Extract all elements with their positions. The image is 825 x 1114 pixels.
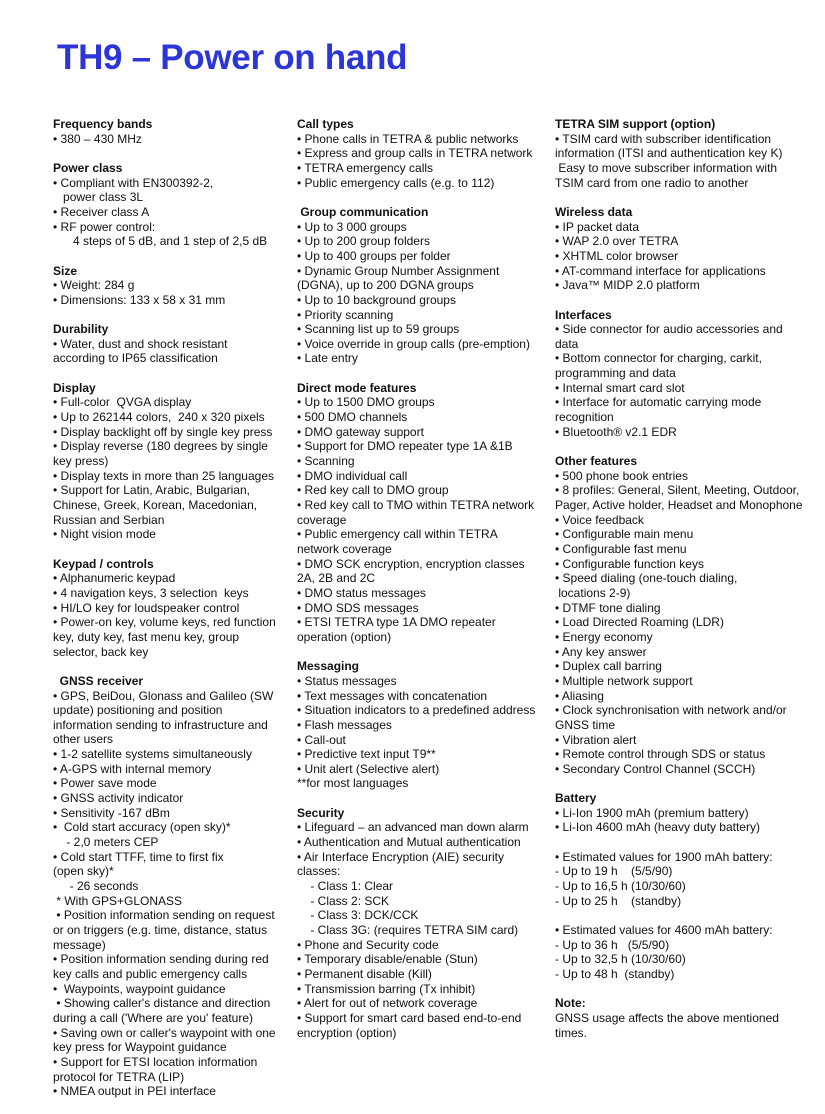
spec-line: • Red key call to DMO group [297, 483, 449, 498]
section-heading: GNSS receiver [53, 673, 144, 688]
spec-line: • 8 profiles: General, Silent, Meeting, Outdoor, [555, 483, 800, 498]
section-heading: Messaging [297, 659, 360, 674]
section-heading: Call types [297, 117, 354, 131]
spec-line: • Configurable fast menu [555, 541, 687, 556]
spec-line: • Position information sending during red [53, 952, 269, 967]
spec-line: • Multiple network support [555, 673, 693, 688]
spec-section [555, 454, 817, 776]
spec-line: • Receiver class A [53, 204, 150, 219]
spec-line: • Side connector for audio accessories and [555, 322, 783, 337]
spec-line: • Permanent disable (Kill) [297, 967, 432, 981]
spec-line: • NMEA output in PEI interface [53, 1084, 216, 1099]
spec-line: • ETSI TETRA type 1A DMO repeater [297, 615, 496, 630]
spec-line: Pager, Active holder, Headset and Monophone [555, 498, 803, 513]
spec-line: - Up to 32,5 h (10/30/60) [555, 952, 686, 967]
spec-line: • Vibration alert [555, 732, 637, 747]
spec-line: • Energy economy [555, 629, 653, 644]
spec-line: • Scanning list up to 59 groups [297, 322, 460, 337]
section-heading: Size [53, 263, 78, 278]
spec-line: • Aliasing [555, 688, 604, 703]
section-heading: Other features [555, 454, 638, 469]
spec-line: key calls and public emergency calls [53, 966, 248, 981]
spec-line: update) positioning and position [53, 703, 223, 718]
spec-line: GNSS usage affects the above mentioned [555, 1010, 779, 1025]
spec-line: • DMO SDS messages [297, 600, 419, 615]
spec-line: • Up to 3 000 groups [297, 219, 407, 234]
spec-section [53, 161, 289, 249]
spec-line: • HI/LO key for loudspeaker control [53, 600, 240, 615]
spec-line: key, duty key, fast menu key, group [53, 629, 240, 644]
spec-line: • GPS, BeiDou, Glonass and Galileo (SW [53, 688, 274, 703]
section-heading: Power class [53, 160, 123, 175]
spec-line: • Up to 1500 DMO groups [297, 395, 435, 410]
spec-line: • Up to 400 groups per folder [297, 248, 451, 263]
spec-line: • Voice override in group calls (pre-emption) [297, 336, 530, 351]
spec-line: according to IP65 classification [53, 351, 218, 366]
spec-line: encryption (option) [297, 1025, 397, 1040]
spec-line: • AT-command interface for applications [555, 263, 766, 278]
spec-line: • Air Interface Encryption (AIE) security [297, 849, 504, 864]
spec-line: operation (option) [297, 629, 392, 644]
spec-line: • RF power control: [53, 219, 156, 234]
spec-line: • Scanning [297, 454, 355, 469]
spec-line: • Public emergency call within TETRA [297, 527, 498, 542]
spec-line: • WAP 2.0 over TETRA [555, 234, 679, 249]
spec-line: • DMO individual call [297, 468, 408, 483]
spec-line: • Load Directed Roaming (LDR) [555, 615, 724, 630]
column-left [53, 117, 289, 1114]
spec-line: • Waypoints, waypoint guidance [53, 981, 226, 996]
section-heading: Note: [555, 996, 586, 1011]
spec-section [297, 806, 547, 1041]
spec-line [555, 908, 817, 923]
spec-line: • Li-Ion 1900 mAh (premium battery) [555, 805, 749, 820]
spec-line: • Situation indicators to a predefined address [297, 703, 536, 718]
spec-line: • Dynamic Group Number Assignment [297, 263, 500, 278]
spec-line: • Remote control through SDS or status [555, 747, 766, 762]
spec-line: message) [53, 937, 106, 952]
spec-line: - Class 1: Clear [297, 879, 394, 894]
spec-line: **for most languages [297, 776, 409, 791]
spec-line: • Priority scanning [297, 307, 394, 322]
spec-line: • Showing caller's distance and direction [53, 996, 271, 1011]
spec-line: • Display backlight off by single key press [53, 424, 273, 439]
spec-line: • Phone and Security code [297, 937, 439, 952]
spec-line: • 380 – 430 MHz [53, 131, 142, 146]
spec-line: • Weight: 284 g [53, 278, 135, 293]
spec-line: information (ITSI and authentication key K) [555, 146, 783, 161]
spec-line: • Alphanumeric keypad [53, 571, 176, 586]
spec-line: • Display reverse (180 degrees by single [53, 439, 268, 454]
spec-line: power class 3L [53, 190, 144, 205]
spec-line: classes: [297, 864, 341, 879]
spec-section [555, 791, 817, 982]
spec-line: • Bottom connector for charging, carkit, [555, 351, 762, 366]
section-heading: Direct mode features [297, 380, 417, 395]
spec-line: • Estimated values for 1900 mAh battery: [555, 849, 773, 864]
spec-line: • Late entry [297, 351, 358, 366]
spec-line: 4 steps of 5 dB, and 1 step of 2,5 dB [53, 234, 268, 249]
spec-line: • GNSS activity indicator [53, 791, 184, 806]
spec-line: • Call-out [297, 732, 346, 747]
spec-line: GNSS time [555, 717, 616, 732]
spec-line: • Support for DMO repeater type 1A &1B [297, 439, 513, 454]
spec-line [555, 835, 817, 850]
spec-line: • DMO status messages [297, 585, 426, 600]
spec-line: selector, back key [53, 644, 149, 659]
spec-section [555, 996, 817, 1040]
spec-line: • Any key answer [555, 644, 647, 659]
spec-line: - Up to 19 h (5/5/90) [555, 864, 673, 879]
spec-line: • Cold start accuracy (open sky)* [53, 820, 231, 835]
spec-line: recognition [555, 410, 614, 425]
spec-section [297, 381, 547, 645]
spec-line: • Alert for out of network coverage [297, 996, 478, 1011]
spec-section [53, 557, 289, 660]
spec-line: • Voice feedback [555, 512, 644, 527]
spec-line: - 2,0 meters CEP [53, 835, 159, 850]
section-heading: Security [297, 805, 345, 820]
spec-line: • 1-2 satellite systems simultaneously [53, 747, 252, 762]
spec-line: - Class 2: SCK [297, 893, 390, 908]
spec-line: Russian and Serbian [53, 512, 165, 527]
spec-line: - Class 3G: (requires TETRA SIM card) [297, 923, 519, 938]
spec-line: * With GPS+GLONASS [53, 893, 183, 908]
spec-section [555, 308, 817, 440]
spec-line: • Phone calls in TETRA & public networks [297, 131, 519, 146]
spec-line: - Up to 36 h (5/5/90) [555, 937, 670, 952]
spec-line: • Position information sending on request [53, 908, 275, 923]
spec-line: - Up to 16,5 h (10/30/60) [555, 879, 686, 894]
spec-line: • Red key call to TMO within TETRA network [297, 498, 535, 513]
spec-line: • Predictive text input T9** [297, 747, 436, 762]
spec-line: key press for Waypoint guidance [53, 1040, 227, 1055]
spec-line: other users [53, 732, 114, 747]
spec-line: • Saving own or caller's waypoint with one [53, 1025, 276, 1040]
spec-line: • Night vision mode [53, 527, 156, 542]
spec-line: • Text messages with concatenation [297, 688, 488, 703]
spec-line: - Up to 25 h (standby) [555, 893, 682, 908]
spec-line: • Power-on key, volume keys, red function [53, 615, 276, 630]
section-heading: Keypad / controls [53, 556, 154, 571]
spec-line: • Express and group calls in TETRA network [297, 146, 533, 161]
spec-line: programming and data [555, 366, 676, 381]
spec-line: • Cold start TTFF, time to first fix [53, 849, 224, 864]
spec-line: • Flash messages [297, 717, 392, 732]
spec-line: • Secondary Control Channel (SCCH) [555, 761, 756, 776]
spec-line: • A-GPS with internal memory [53, 761, 212, 776]
spec-section [53, 381, 289, 542]
spec-line: • Temporary disable/enable (Stun) [297, 952, 478, 967]
section-heading: Display [53, 380, 96, 395]
spec-line: • Full-color QVGA display [53, 395, 192, 410]
spec-line: coverage [297, 512, 347, 527]
spec-line: • 500 phone book entries [555, 468, 688, 483]
spec-line: • TETRA emergency calls [297, 160, 434, 175]
spec-line: - Class 3: DCK/CCK [297, 908, 419, 923]
section-heading: Battery [555, 791, 597, 806]
spec-line: • Support for smart card based end-to-end [297, 1010, 522, 1025]
spec-line: or on triggers (e.g. time, distance, status [53, 923, 268, 937]
spec-line: • Display texts in more than 25 languages [53, 468, 274, 483]
spec-line: • 500 DMO channels [297, 410, 408, 425]
spec-section [555, 205, 817, 293]
spec-line: • Compliant with EN300392-2, [53, 175, 214, 190]
spec-line: • Up to 10 background groups [297, 292, 456, 307]
spec-line: protocol for TETRA (LIP) [53, 1069, 185, 1084]
section-heading: Group communication [297, 204, 429, 219]
spec-line: (DGNA), up to 200 DGNA groups [297, 278, 474, 293]
spec-line: • XHTML color browser [555, 248, 679, 263]
spec-line: (open sky)* [53, 864, 114, 879]
spec-line: • 4 navigation keys, 3 selection keys [53, 585, 249, 600]
spec-section [53, 117, 289, 146]
spec-line: • Interface for automatic carrying mode [555, 395, 762, 410]
spec-line: • Unit alert (Selective alert) [297, 761, 440, 776]
spec-line: • Speed dialing (one-touch dialing, [555, 571, 738, 586]
spec-line: • Internal smart card slot [555, 380, 685, 395]
column-middle [297, 117, 547, 1055]
spec-line: • Water, dust and shock resistant [53, 336, 228, 351]
section-heading: TETRA SIM support (option) [555, 117, 716, 131]
spec-line: • Dimensions: 133 x 58 x 31 mm [53, 292, 226, 307]
section-heading: Durability [53, 322, 109, 337]
spec-line: • Authentication and Mutual authentication [297, 835, 521, 850]
spec-line: during a call ('Where are you' feature) [53, 1010, 254, 1025]
spec-line: • Bluetooth® v2.1 EDR [555, 424, 677, 439]
spec-section [297, 117, 547, 190]
spec-line: • Transmission barring (Tx inhibit) [297, 981, 476, 996]
section-heading: Wireless data [555, 204, 633, 219]
spec-line: times. [555, 1025, 588, 1040]
spec-line: • Power save mode [53, 776, 157, 791]
spec-section [53, 674, 289, 1099]
spec-line: data [555, 336, 579, 351]
spec-line: 2A, 2B and 2C [297, 571, 376, 586]
spec-line: • DMO gateway support [297, 424, 424, 439]
spec-line: • Status messages [297, 673, 397, 688]
spec-line: • Estimated values for 4600 mAh battery: [555, 923, 773, 938]
spec-line: • DMO SCK encryption, encryption classes [297, 556, 525, 571]
spec-line: information sending to infrastructure and [53, 717, 268, 732]
spec-line: • Duplex call barring [555, 659, 662, 674]
spec-line: • DTMF tone dialing [555, 600, 661, 615]
spec-line: • Li-Ion 4600 mAh (heavy duty battery) [555, 820, 760, 835]
spec-line: • Java™ MIDP 2.0 platform [555, 278, 700, 293]
spec-line: - Up to 48 h (standby) [555, 967, 675, 981]
spec-line: key press) [53, 454, 109, 469]
spec-section [555, 117, 817, 190]
spec-line: • TSIM card with subscriber identification [555, 131, 772, 146]
spec-line: TSIM card from one radio to another [555, 175, 749, 190]
spec-line: • Support for ETSI location information [53, 1054, 258, 1069]
spec-line: locations 2-9) [555, 585, 631, 600]
spec-line: Easy to move subscriber information with [555, 160, 778, 175]
spec-line: • Lifeguard – an advanced man down alarm [297, 820, 529, 835]
spec-line: • Configurable main menu [555, 527, 694, 542]
spec-section [53, 264, 289, 308]
spec-line: • Clock synchronisation with network and/or [555, 703, 787, 718]
spec-line: • Support for Latin, Arabic, Bulgarian, [53, 483, 250, 498]
spec-line: Chinese, Greek, Korean, Macedonian, [53, 498, 258, 512]
spec-line: • Configurable function keys [555, 556, 704, 571]
section-heading: Interfaces [555, 307, 612, 322]
spec-line: • Public emergency calls (e.g. to 112) [297, 175, 495, 190]
spec-line: • IP packet data [555, 219, 640, 234]
spec-line: - 26 seconds [53, 879, 139, 894]
column-right [555, 117, 817, 1055]
section-heading: Frequency bands [53, 117, 153, 131]
spec-line: network coverage [297, 542, 392, 556]
spec-line: • Sensitivity -167 dBm [53, 805, 170, 820]
spec-section [297, 659, 547, 791]
spec-line: • Up to 200 group folders [297, 234, 430, 249]
spec-line: • Up to 262144 colors, 240 x 320 pixels [53, 410, 265, 425]
spec-section [297, 205, 547, 366]
page-title: TH9 – Power on hand [57, 38, 408, 77]
spec-section [53, 322, 289, 366]
